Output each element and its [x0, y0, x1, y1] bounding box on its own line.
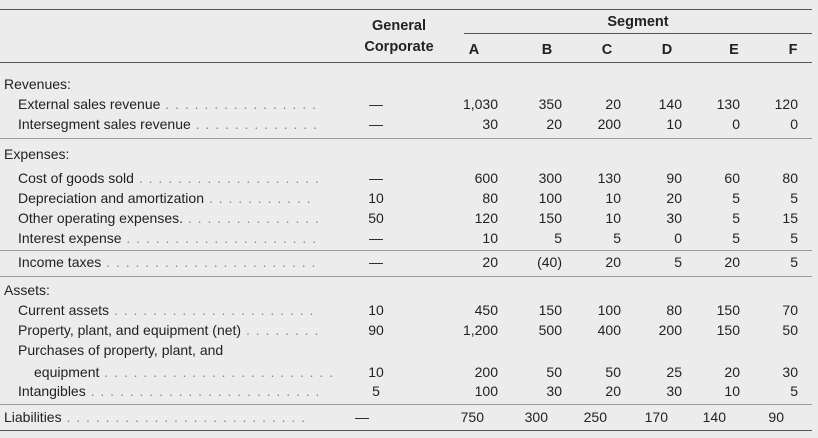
cell-a: 10	[482, 230, 498, 246]
cell-b: 50	[546, 364, 562, 380]
cell-d: 10	[666, 116, 682, 132]
cell-general: —	[369, 116, 383, 132]
cell-f: 0	[790, 116, 798, 132]
bottom-rule	[0, 430, 812, 431]
col-header-d: D	[661, 42, 673, 58]
row-label: Income taxes . . .	[18, 252, 318, 272]
row-other-opex	[0, 208, 812, 228]
separator	[0, 276, 812, 277]
general-header-line1: General	[372, 18, 426, 34]
row-label: Intersegment sales revenue . . .	[18, 114, 318, 134]
cell-general: —	[369, 96, 383, 112]
row-label: Liabilities . . .	[4, 407, 304, 427]
cell-b: 5	[554, 230, 562, 246]
cell-f: 80	[782, 170, 798, 186]
cell-general: 10	[368, 302, 384, 318]
col-header-f: F	[788, 42, 798, 58]
cell-b: 300	[524, 409, 548, 425]
cell-a: 1,030	[462, 96, 498, 112]
cell-b: 20	[546, 116, 562, 132]
section-revenues	[0, 74, 812, 94]
row-label: Purchases of property, plant, and	[18, 342, 224, 358]
cell-d: 5	[674, 254, 682, 270]
general-header-line2: Corporate	[364, 39, 434, 55]
col-header-e: E	[729, 42, 739, 58]
cell-f: 5	[790, 383, 798, 399]
cell-f: 70	[782, 302, 798, 318]
section-expenses	[0, 144, 812, 164]
cell-e: 0	[732, 116, 740, 132]
cell-f: 120	[774, 96, 798, 112]
cell-d: 140	[658, 96, 682, 112]
cell-general: 90	[368, 322, 384, 338]
section-label: Assets:	[4, 282, 50, 298]
cell-e: 130	[716, 96, 740, 112]
cell-c: 10	[605, 210, 621, 226]
cell-f: 30	[782, 364, 798, 380]
row-external-sales	[0, 94, 812, 114]
cell-e: 20	[724, 364, 740, 380]
col-header-b: B	[541, 42, 553, 58]
cell-d: 20	[666, 190, 682, 206]
cell-c: 10	[605, 190, 621, 206]
cell-general: 50	[368, 210, 384, 226]
cell-general: 10	[368, 364, 384, 380]
row-purchases-line1	[0, 340, 812, 360]
row-label: Intangibles . . .	[18, 381, 318, 401]
cell-general: —	[369, 230, 383, 246]
cell-d: 30	[666, 383, 682, 399]
row-liabilities	[0, 407, 798, 427]
cell-a: 750	[460, 409, 484, 425]
row-intangibles	[0, 381, 812, 401]
cell-e: 5	[732, 190, 740, 206]
row-ppe	[0, 320, 812, 340]
general-corporate-header	[352, 16, 446, 58]
cell-general: 5	[372, 383, 380, 399]
cell-e: 140	[702, 409, 726, 425]
cell-a: 100	[474, 383, 498, 399]
row-interest	[0, 228, 812, 248]
row-cogs	[0, 168, 812, 188]
cell-a: 450	[474, 302, 498, 318]
cell-b: 350	[538, 96, 562, 112]
cell-e: 5	[732, 230, 740, 246]
cell-e: 60	[724, 170, 740, 186]
top-rule	[0, 9, 812, 10]
cell-d: 80	[666, 302, 682, 318]
cell-d: 200	[658, 322, 682, 338]
row-label: Other operating expenses. . . .	[18, 208, 318, 228]
cell-e: 150	[716, 302, 740, 318]
cell-d: 170	[644, 409, 668, 425]
cell-f: 5	[790, 230, 798, 246]
section-label: Revenues:	[4, 76, 71, 92]
cell-general: 10	[368, 190, 384, 206]
cell-c: 50	[605, 364, 621, 380]
col-header-a: A	[468, 42, 480, 58]
cell-f: 50	[782, 322, 798, 338]
cell-d: 0	[674, 230, 682, 246]
cell-a: 200	[474, 364, 498, 380]
row-label: Interest expense . . .	[18, 228, 318, 248]
cell-f: 90	[768, 409, 784, 425]
row-depreciation	[0, 188, 812, 208]
cell-f: 15	[782, 210, 798, 226]
cell-general: —	[369, 170, 383, 186]
cell-b: (40)	[537, 254, 562, 270]
cell-b: 30	[546, 383, 562, 399]
separator	[0, 404, 812, 405]
segment-rule	[464, 33, 812, 34]
cell-b: 500	[538, 322, 562, 338]
row-label: Property, plant, and equipment (net) . . .	[18, 320, 318, 340]
separator	[0, 138, 812, 139]
cell-b: 100	[538, 190, 562, 206]
row-income-taxes	[0, 252, 812, 272]
cell-a: 30	[482, 116, 498, 132]
section-label: Expenses:	[4, 146, 70, 162]
cell-c: 100	[597, 302, 621, 318]
cell-a: 20	[482, 254, 498, 270]
row-current-assets	[0, 300, 812, 320]
cell-b: 150	[538, 302, 562, 318]
header-rule	[0, 62, 812, 63]
cell-c: 400	[597, 322, 621, 338]
cell-b: 300	[538, 170, 562, 186]
row-label: Current assets . . .	[18, 300, 318, 320]
cell-a: 1,200	[462, 322, 498, 338]
cell-d: 90	[666, 170, 682, 186]
cell-a: 120	[474, 210, 498, 226]
cell-general: —	[369, 254, 383, 270]
cell-e: 5	[732, 210, 740, 226]
cell-d: 30	[666, 210, 682, 226]
row-label: External sales revenue . . .	[18, 94, 318, 114]
cell-e: 150	[716, 322, 740, 338]
cell-c: 20	[605, 383, 621, 399]
cell-c: 130	[597, 170, 621, 186]
row-label: equipment . . .	[34, 362, 334, 382]
row-purchases	[0, 362, 812, 382]
cell-c: 5	[613, 230, 621, 246]
cell-b: 150	[538, 210, 562, 226]
cell-c: 20	[605, 254, 621, 270]
row-label: Cost of goods sold . . .	[18, 168, 318, 188]
section-assets	[0, 280, 812, 300]
cell-e: 10	[724, 383, 740, 399]
cell-e: 20	[724, 254, 740, 270]
segment-header: Segment	[607, 14, 669, 30]
row-intersegment-sales	[0, 114, 812, 134]
cell-a: 600	[474, 170, 498, 186]
cell-d: 25	[666, 364, 682, 380]
cell-f: 5	[790, 254, 798, 270]
cell-c: 250	[583, 409, 607, 425]
cell-general: —	[355, 409, 369, 425]
cell-a: 80	[482, 190, 498, 206]
cell-f: 5	[790, 190, 798, 206]
row-label: Depreciation and amortization . . .	[18, 188, 318, 208]
cell-c: 200	[597, 116, 621, 132]
cell-c: 20	[605, 96, 621, 112]
separator	[0, 250, 812, 251]
col-header-c: C	[601, 42, 613, 58]
